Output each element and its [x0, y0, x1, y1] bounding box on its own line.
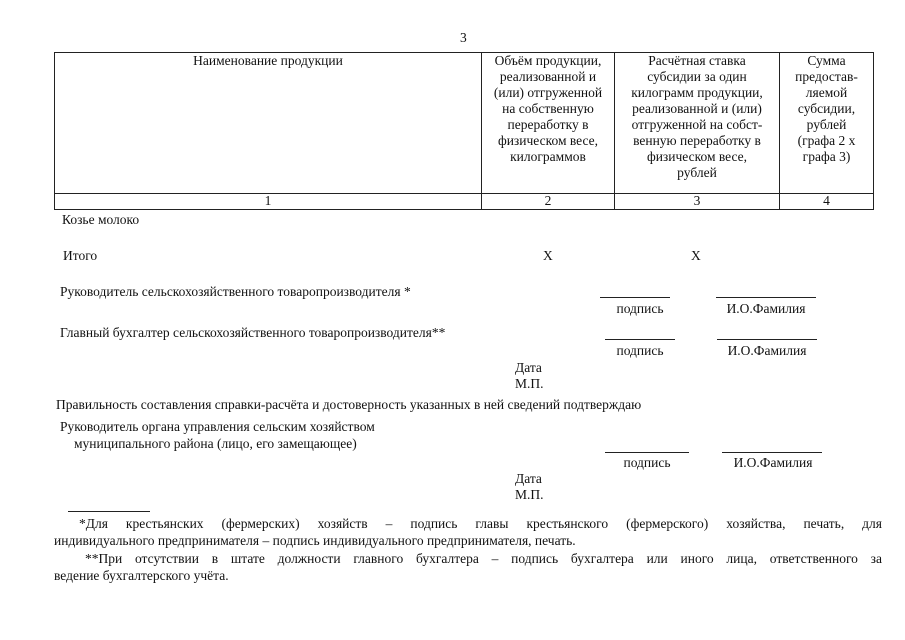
- head-signature-line: [600, 297, 670, 298]
- accountant-name-caption: И.О.Фамилия: [727, 343, 807, 358]
- total-col3-x: Х: [691, 248, 701, 263]
- authority-label-line1: Руководитель органа управления сельским хозяйством: [60, 419, 375, 434]
- head-signature-label: Руководитель сельскохозяйственного товаропроизводителя *: [60, 284, 411, 299]
- total-label: Итого: [63, 248, 98, 263]
- chief-accountant-label: Главный бухгалтер сельскохозяйственного товаропроизводителя**: [60, 325, 446, 340]
- header-line: предостав-: [795, 69, 858, 84]
- accountant-name-line: [717, 339, 817, 340]
- head-name-line: [716, 297, 816, 298]
- header-subsidy-sum: [780, 53, 874, 194]
- stamp-label-2: М.П.: [515, 487, 544, 502]
- date-label-2: Дата: [515, 471, 542, 486]
- header-line: физическом весе,: [646, 149, 748, 164]
- column-number-row: [55, 194, 874, 210]
- date-label: Дата: [515, 360, 542, 375]
- header-line: реализованной и (или): [632, 101, 762, 116]
- authority-signature-caption: подпись: [623, 455, 671, 470]
- header-line: килограммов: [510, 149, 586, 164]
- stamp-label: М.П.: [515, 376, 544, 391]
- header-line: Наименование продукции: [193, 53, 343, 68]
- header-line: на собственную: [502, 101, 594, 116]
- footnote-1-line2: индивидуального предпринимателя – подпись индивидуального предпринимателя, печать.: [54, 533, 576, 548]
- table-header-row: [55, 53, 874, 194]
- header-line: рублей: [806, 117, 847, 132]
- footnote-1-line1: *Для крестьянских (фермерских) хозяйств – подпись главы крестьянского (фермерского) хозяйства, печать, для: [79, 516, 882, 531]
- product-goat-milk: Козье молоко: [62, 212, 140, 227]
- column-number: 4: [780, 194, 874, 210]
- total-col2-x: Х: [543, 248, 553, 263]
- authority-name-line: [722, 452, 822, 453]
- accountant-signature-caption: подпись: [616, 343, 664, 358]
- subsidy-table: [54, 52, 874, 210]
- column-number: 3: [615, 194, 780, 210]
- header-line: переработку в: [507, 117, 589, 132]
- header-line: реализованной и: [499, 69, 597, 84]
- authority-signature-line: [605, 452, 689, 453]
- header-line: (графа 2 х: [797, 133, 856, 148]
- header-line: ляемой: [805, 85, 848, 100]
- header-line: (или) отгруженной: [493, 85, 603, 100]
- confirmation-text: Правильность составления справки-расчёта и достоверность указанных в ней сведений подтверждаю: [56, 397, 642, 412]
- footnote-2-line1: **При отсутствии в штате должности главного бухгалтера – подпись бухгалтера или иного лица, ответственного за: [85, 551, 882, 566]
- footnote-2-line2: ведение бухгалтерского учёта.: [54, 568, 229, 583]
- header-line: венную переработку в: [633, 133, 761, 148]
- authority-name-caption: И.О.Фамилия: [733, 455, 813, 470]
- header-line: графа 3): [802, 149, 851, 164]
- header-line: Сумма: [807, 53, 846, 68]
- footnote-separator: [68, 511, 150, 512]
- head-signature-caption: подпись: [616, 301, 664, 316]
- header-line: рублей: [677, 165, 717, 180]
- page-number: 3: [460, 30, 467, 45]
- header-line: Объём продукции,: [494, 53, 602, 68]
- header-line: отгруженной на собст-: [631, 117, 763, 132]
- column-number: 2: [482, 194, 615, 210]
- head-name-caption: И.О.Фамилия: [726, 301, 806, 316]
- accountant-signature-line: [605, 339, 675, 340]
- authority-label-line2: муниципального района (лицо, его замещающее): [74, 436, 357, 451]
- header-product-name: [55, 53, 482, 194]
- header-line: субсидии за один: [647, 69, 747, 84]
- column-number: 1: [55, 194, 482, 210]
- header-line: физическом весе,: [497, 133, 599, 148]
- header-line: Расчётная ставка: [648, 53, 746, 68]
- header-volume: [482, 53, 615, 194]
- header-line: килограмм продукции,: [631, 85, 763, 100]
- header-line: субсидии,: [797, 101, 856, 116]
- header-rate: [615, 53, 780, 194]
